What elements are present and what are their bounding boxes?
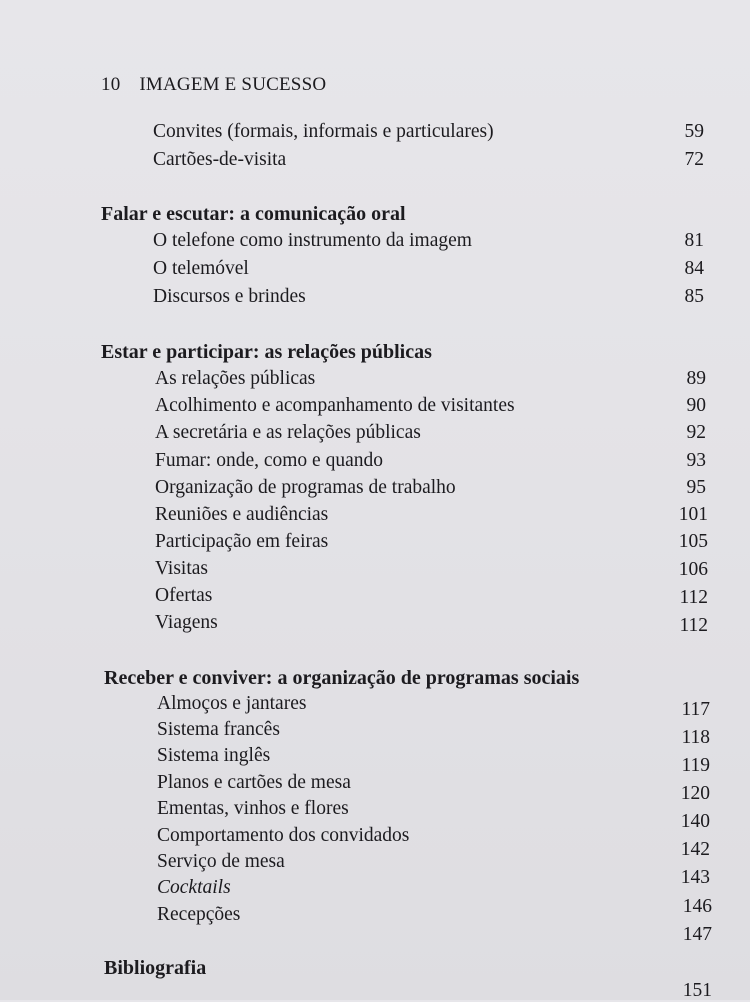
toc-entry[interactable]: Recepções — [157, 904, 241, 925]
toc-page-number: 119 — [681, 755, 710, 776]
toc-entry[interactable]: Sistema francês — [157, 719, 280, 740]
toc-page-number: 117 — [681, 699, 710, 720]
toc-page-number: 89 — [686, 368, 706, 389]
toc-entry[interactable]: Participação em feiras — [155, 531, 329, 552]
toc-entry[interactable]: A secretária e as relações públicas — [155, 422, 421, 443]
toc-section-heading[interactable]: Falar e escutar: a comunicação oral — [101, 203, 406, 225]
toc-entry[interactable]: Cartões-de-visita — [153, 149, 287, 170]
toc-section-heading[interactable]: Bibliografia — [104, 957, 207, 979]
toc-entry[interactable]: Visitas — [155, 558, 208, 579]
toc-page-number: 72 — [684, 149, 704, 170]
toc-entry[interactable]: Discursos e brindes — [153, 286, 306, 307]
toc-entry[interactable]: Convites (formais, informais e particulares) — [153, 121, 494, 142]
header-title: IMAGEM E SUCESSO — [139, 74, 327, 95]
toc-entry[interactable]: Fumar: onde, como e quando — [155, 450, 383, 471]
toc-entry[interactable]: O telefone como instrumento da imagem — [153, 230, 472, 251]
toc-entry[interactable]: Ofertas — [155, 585, 213, 606]
toc-page-number: 101 — [678, 504, 708, 525]
toc-page-number: 93 — [686, 450, 706, 471]
toc-entry[interactable]: Serviço de mesa — [157, 851, 285, 872]
toc-page-number: 90 — [686, 395, 706, 416]
toc-section-heading[interactable]: Estar e participar: as relações públicas — [101, 341, 432, 363]
toc-page-number: 143 — [680, 867, 710, 888]
toc-entry[interactable]: Organização de programas de trabalho — [155, 477, 456, 498]
toc-page-number: 118 — [681, 727, 710, 748]
toc-section-heading[interactable]: Receber e conviver: a organização de programas sociais — [104, 667, 580, 689]
toc-entry[interactable]: Reuniões e audiências — [155, 504, 329, 525]
toc-page-number: 147 — [682, 924, 712, 945]
toc-page-number: 142 — [680, 839, 710, 860]
toc-entry[interactable]: Viagens — [155, 612, 218, 633]
toc-entry[interactable]: O telemóvel — [153, 258, 249, 279]
header-page-number: 10 — [101, 74, 121, 95]
toc-entry[interactable]: Sistema inglês — [157, 745, 271, 766]
toc-entry[interactable]: Planos e cartões de mesa — [157, 772, 351, 793]
toc-page-number: 85 — [684, 286, 704, 307]
running-head — [101, 74, 326, 96]
toc-entry[interactable]: Cocktails — [157, 877, 231, 898]
toc-page-number: 112 — [679, 615, 708, 636]
toc-page-number: 112 — [679, 587, 708, 608]
toc-page-number: 120 — [680, 783, 710, 804]
toc-page-number: 84 — [684, 258, 704, 279]
toc-entry[interactable]: Acolhimento e acompanhamento de visitantes — [155, 395, 515, 416]
toc-entry[interactable]: As relações públicas — [155, 368, 316, 389]
toc-page-number: 105 — [678, 531, 708, 552]
toc-entry[interactable]: Ementas, vinhos e flores — [157, 798, 349, 819]
toc-entry[interactable]: Almoços e jantares — [157, 693, 307, 714]
toc-page-number: 151 — [682, 980, 712, 1001]
toc-page-number: 59 — [684, 121, 704, 142]
toc-page-number: 140 — [680, 811, 710, 832]
toc-page-number: 106 — [678, 559, 708, 580]
toc-page-number: 146 — [682, 896, 712, 917]
toc-page-number: 95 — [686, 477, 706, 498]
toc-page-number: 81 — [684, 230, 704, 251]
toc-entry[interactable]: Comportamento dos convidados — [157, 825, 410, 846]
toc-page-number: 92 — [686, 422, 706, 443]
